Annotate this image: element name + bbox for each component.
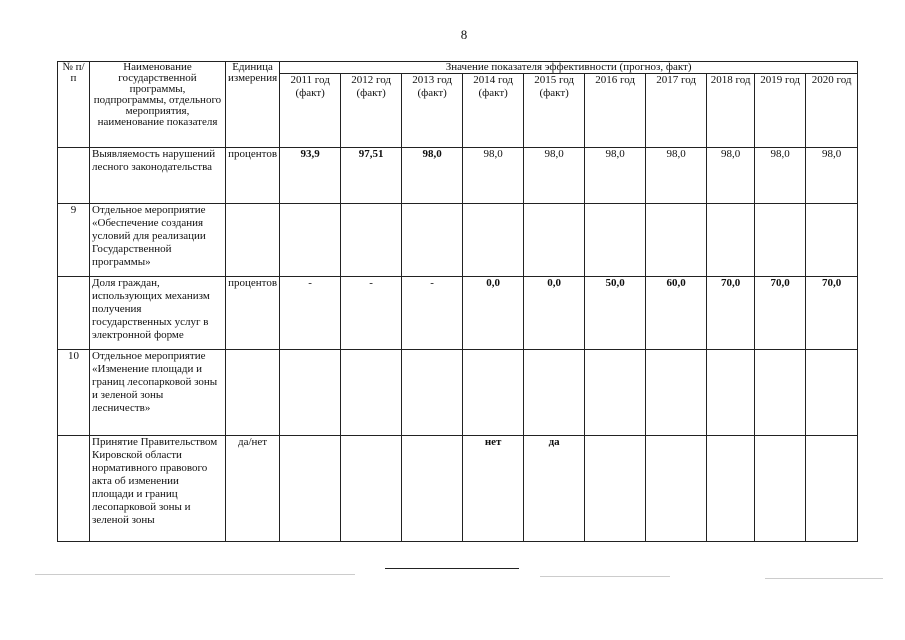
header-year: 2016 год — [585, 74, 646, 148]
row-value: 50,0 — [585, 277, 646, 350]
row-value: - — [402, 277, 463, 350]
table-row — [58, 350, 858, 436]
row-num: 9 — [58, 204, 90, 277]
row-value — [646, 350, 707, 436]
header-year: 2012 год (факт) — [341, 74, 402, 148]
row-name: Принятие Правительством Кировской области нормативного правового акта об изменении площади и границ лесопарковой зоны и зеленой зоны — [90, 436, 226, 542]
row-value: 93,9 — [280, 148, 341, 204]
header-year: 2014 год (факт) — [463, 74, 524, 148]
row-value: 70,0 — [755, 277, 806, 350]
row-num — [58, 436, 90, 542]
row-value — [806, 204, 858, 277]
header-year: 2015 год (факт) — [524, 74, 585, 148]
row-value — [524, 204, 585, 277]
scan-artifact-line — [35, 574, 355, 575]
row-value — [341, 350, 402, 436]
row-name: Доля граждан, использующих механизм получения государственных услуг в электронной форме — [90, 277, 226, 350]
row-value — [806, 350, 858, 436]
header-num: № п/п — [58, 62, 90, 148]
header-values: Значение показателя эффективности (прогноз, факт) — [280, 62, 858, 74]
row-value: 98,0 — [707, 148, 755, 204]
row-value — [341, 436, 402, 542]
row-value: - — [280, 277, 341, 350]
header-name: Наименование государственной программы, подпрограммы, отдельного мероприятия, наименование показателя — [90, 62, 226, 148]
row-value — [707, 350, 755, 436]
row-value: да — [524, 436, 585, 542]
row-value — [646, 204, 707, 277]
header-year: 2020 год — [806, 74, 858, 148]
row-value: 98,0 — [646, 148, 707, 204]
row-value — [402, 436, 463, 542]
row-num — [58, 148, 90, 204]
row-value — [585, 436, 646, 542]
table-row — [58, 204, 858, 277]
row-value: - — [341, 277, 402, 350]
row-value — [280, 204, 341, 277]
row-value — [585, 350, 646, 436]
row-value — [402, 350, 463, 436]
row-unit — [226, 204, 280, 277]
row-value — [755, 436, 806, 542]
row-value — [806, 436, 858, 542]
row-value: 98,0 — [755, 148, 806, 204]
row-value: 0,0 — [524, 277, 585, 350]
table-row — [58, 277, 858, 350]
page-number: 8 — [460, 27, 468, 42]
row-value — [707, 204, 755, 277]
row-unit — [226, 350, 280, 436]
row-name: Выявляемость нарушений лесного законодательства — [90, 148, 226, 204]
row-value — [341, 204, 402, 277]
scan-artifact-line — [765, 578, 883, 579]
row-value: 0,0 — [463, 277, 524, 350]
row-value: 98,0 — [463, 148, 524, 204]
header-unit: Единица измерения — [226, 62, 280, 148]
row-num: 10 — [58, 350, 90, 436]
header-year: 2017 год — [646, 74, 707, 148]
row-unit: да/нет — [226, 436, 280, 542]
header-year: 2018 год — [707, 74, 755, 148]
row-unit: процентов — [226, 148, 280, 204]
row-value: 98,0 — [402, 148, 463, 204]
indicator-table — [57, 61, 858, 542]
table-row — [58, 436, 858, 542]
row-value: 70,0 — [806, 277, 858, 350]
row-value — [755, 204, 806, 277]
row-value — [755, 350, 806, 436]
row-value: 60,0 — [646, 277, 707, 350]
row-value: 98,0 — [806, 148, 858, 204]
row-name: Отдельное мероприятие «Изменение площади и границ лесопарковой зоны и зеленой зоны лесничеств» — [90, 350, 226, 436]
scan-artifact-line — [540, 576, 670, 577]
row-unit: процентов — [226, 277, 280, 350]
row-num — [58, 277, 90, 350]
row-value — [402, 204, 463, 277]
header-year: 2019 год — [755, 74, 806, 148]
row-value — [707, 436, 755, 542]
row-value — [585, 204, 646, 277]
header-year: 2013 год (факт) — [402, 74, 463, 148]
signature-line — [385, 568, 519, 569]
row-value — [463, 204, 524, 277]
header-year: 2011 год (факт) — [280, 74, 341, 148]
row-value: 98,0 — [585, 148, 646, 204]
row-value — [646, 436, 707, 542]
table-row — [58, 148, 858, 204]
row-name: Отдельное мероприятие «Обеспечение создания условий для реализации Государственной программы» — [90, 204, 226, 277]
row-value: 70,0 — [707, 277, 755, 350]
row-value: 97,51 — [341, 148, 402, 204]
row-value — [524, 350, 585, 436]
row-value — [280, 350, 341, 436]
row-value — [280, 436, 341, 542]
row-value — [463, 350, 524, 436]
row-value: 98,0 — [524, 148, 585, 204]
row-value: нет — [463, 436, 524, 542]
